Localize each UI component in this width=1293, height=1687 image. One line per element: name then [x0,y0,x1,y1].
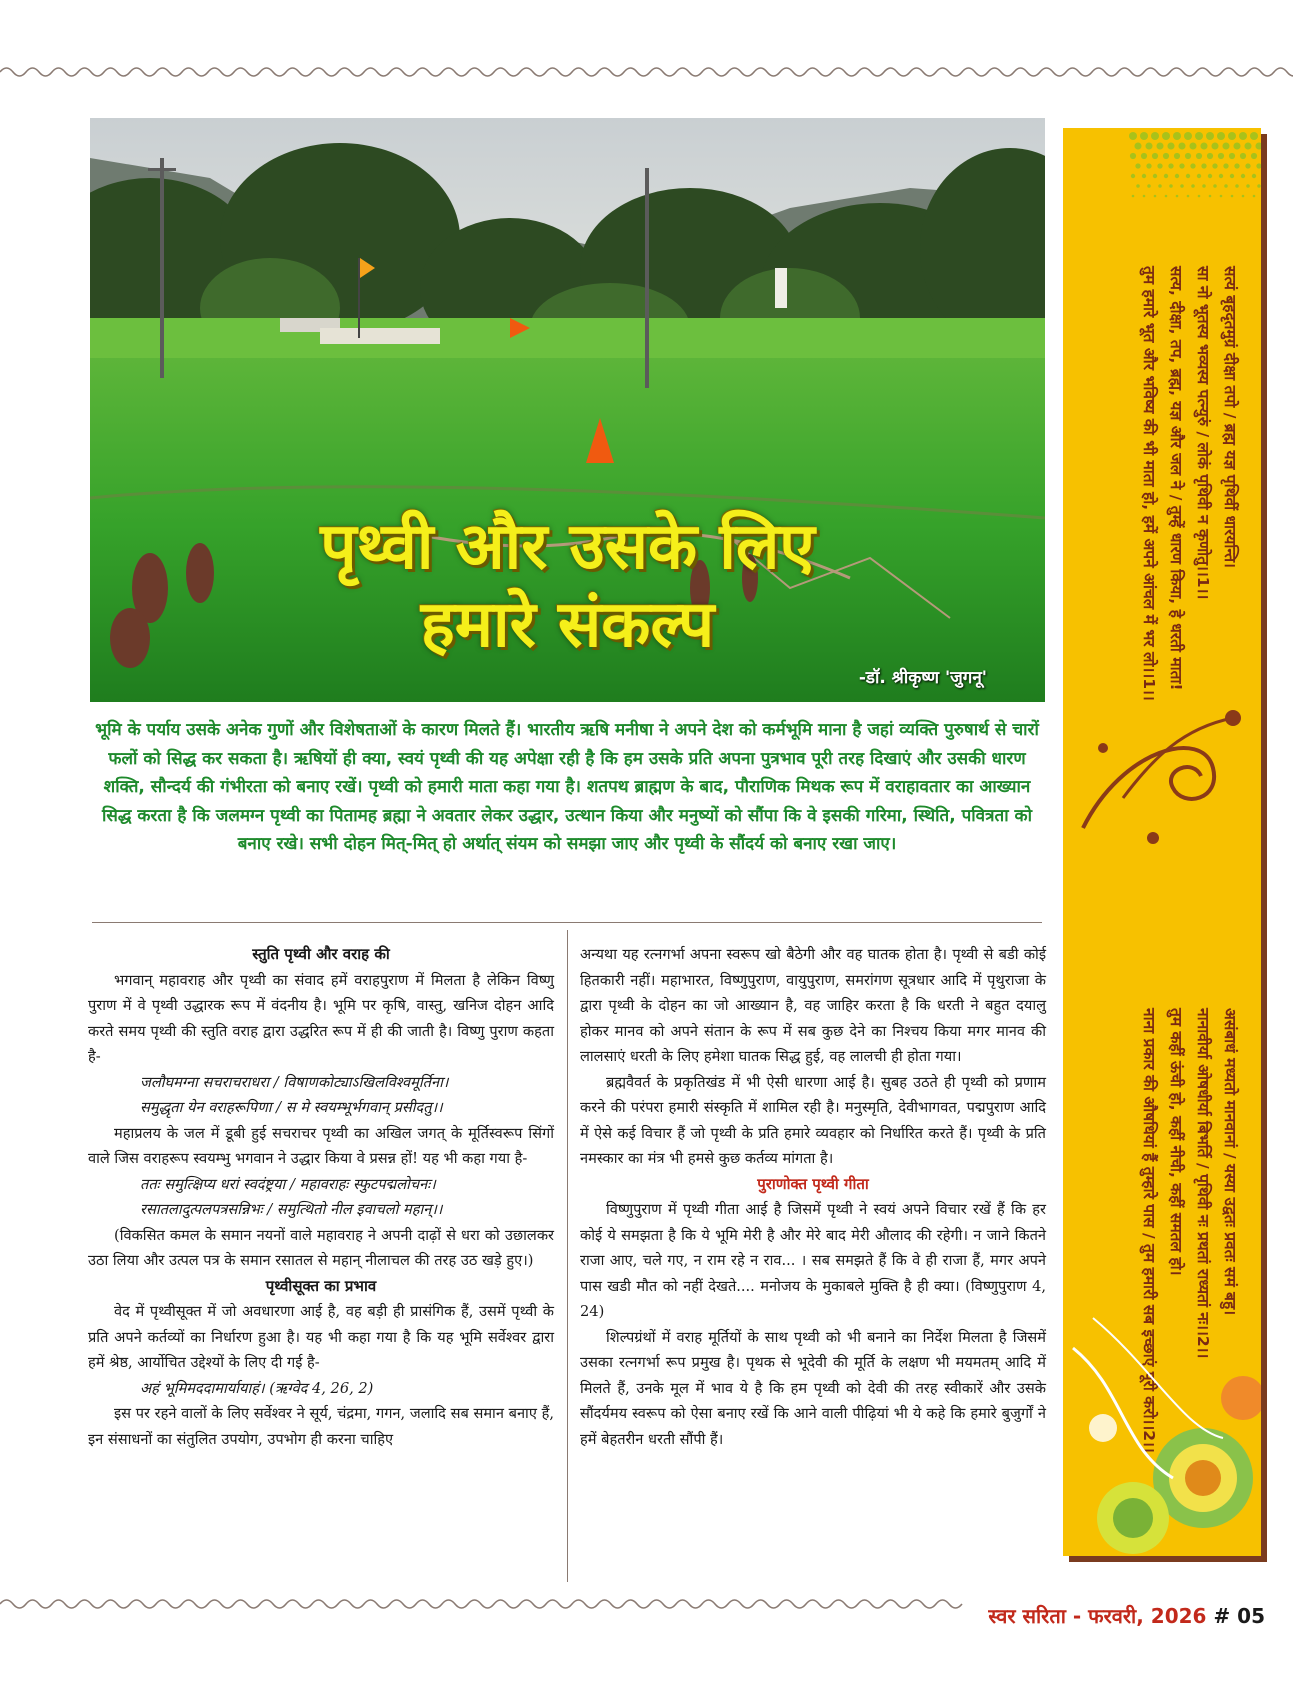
pattern-dot [1157,163,1162,168]
pattern-dot [1245,163,1250,168]
pattern-dot [1211,142,1218,149]
pattern-dot [1235,184,1239,188]
page-footer [988,1602,1265,1629]
pattern-dot [1191,184,1195,188]
side-verse-1 [1135,266,1243,701]
pattern-dot [1250,132,1258,140]
article-title [90,508,1045,664]
side-verse-2-line: तुम कहीं ऊंची हो, कहीं नीची, कहीं समतल हो। [1167,1008,1185,1276]
pattern-dot [1190,163,1195,168]
pattern-dot [1224,184,1228,188]
pattern-dot [1132,195,1135,198]
pattern-dot [1184,132,1192,140]
pattern-dot [1212,163,1217,168]
pattern-dot [1176,195,1179,198]
pattern-dot [1178,142,1185,149]
sanskrit-verse: ततः समुत्क्षिप्य धरां स्वदंष्ट्रया / महावराहः स्फुटपद्मलोचनः। [140,1175,436,1193]
pattern-dot [1213,184,1217,188]
pattern-dot [1201,163,1206,168]
pattern-dot [1129,132,1137,140]
pattern-dot [1206,132,1214,140]
right-column [580,942,1046,1452]
body-paragraph: विष्णुपुराण में पृथ्वी गीता आई है जिसमें पृथ्वी ने स्वयं अपने विचार रखें हैं कि हर कोई ये समझता है कि ये भूमि मेरी है और मेरे बाद मेरी औलाद की रहेगी। न जाने कितने राजा आए, चले गए, न राम रहे न राव... । सब समझते हैं कि वे ही राजा हैं, मगर अपने पास खडी मौत को नहीं देखते.... मनोजय के मुकाबले मुक्ति है ही क्या। (विष्णुपुराण 4, 24) [580,1201,1046,1320]
pattern-dot [1219,174,1223,178]
intro-paragraph: भूमि के पर्याय उसके अनेक गुणों और विशेषताओं के कारण मिलते हैं। भारतीय ऋषि मनीषा ने अपने देश को कर्मभूमि माना है जहां व्यक्ति पुरुषार्थ से चारों फलों को सिद्ध कर सकता है। ऋषियों ही क्या, स्वयं पृथ्वी की यह अपेक्षा रही है कि हम उसके प्रति अपना पुत्रभाव पूरी तरह दिखाएं और उसकी धारण शक्ति, सौन्दर्य की गंभीरता को बनाए रखें। पृथ्वी को हमारी माता कहा गया है। शतपथ ब्राह्मण के बाद, पौराणिक मिथक रूप में वराहावतार का आख्यान सिद्ध करता है कि जलमग्न पृथ्वी का पितामह ब्रह्मा ने अवतार लेकर उद्धार, उत्थान किया और मनुष्यों को सौंपा कि वे इसकी गरिमा, स्थिति, पवित्रता को बनाए रखे। सभी दोहन मित्-मित् हो अर्थात् संयम को समझा जाए और पृथ्वी के सौंदर्य को बनाए रखा जाए। [95,720,1039,854]
pattern-dot [1164,174,1168,178]
pattern-dot [1231,195,1234,198]
sanskrit-verse: अहं भूमिमददामार्यायाहं। (ऋग्वेद 4, 26, 2) [140,1379,374,1397]
pattern-dot [1257,184,1261,188]
side-verse-2-line: नानावीर्या ओषधीर्या बिभर्ति / पृथिवी नः प्रथतां राध्यतां नः।।2।। [1194,1008,1212,1359]
pattern-dot [1140,132,1148,140]
pattern-dot [1134,142,1141,149]
pattern-dot [1207,153,1213,159]
pattern-dot [1151,132,1159,140]
sanskrit-verse: जलौघमग्ना सचराचराधरा / विषाणकोट्याऽखिलविश्वमूर्तिना। [140,1073,449,1091]
pattern-dot [1202,184,1206,188]
pattern-dot [1130,153,1136,159]
pattern-dot [1230,174,1234,178]
body-paragraph: इस पर रहने वालों के लिए सर्वेश्वर ने सूर्य, चंद्रमा, गगन, जलादि सब समान बनाए हैं, इन संसाधनों का संतुलित उपयोग, उपभोग ही करना चाहिए [88,1405,554,1448]
pattern-dot [1153,174,1157,178]
pattern-dot [1256,163,1261,168]
pattern-dot [1217,132,1225,140]
pattern-dot [1228,132,1236,140]
side-verse-1-line: तुम हमारे भूत और भविष्य की भी माता हो, हमें अपने आंचल में भर लो।।1।। [1140,266,1158,701]
pattern-dot [1242,195,1245,198]
pattern-dot [1187,195,1190,198]
pattern-dot [1233,142,1240,149]
body-paragraph: (विकसित कमल के समान नयनों वाले महावराह ने अपनी दाढ़ों से धरा को उछालकर उठा लिया और उत्पल पत्र के समान रसातल से महान् नीलाचल की तरह उठ खड़े हुए।) [88,1226,554,1269]
section-divider [92,922,1042,923]
pattern-dot [1179,163,1184,168]
pattern-dot [1173,132,1181,140]
title-line-2: हमारे संकल्प [420,588,715,662]
pattern-dot [1143,195,1146,198]
pattern-dot [1141,153,1147,159]
pattern-dot [1229,153,1235,159]
body-paragraph: भगवान् महावराह और पृथ्वी का संवाद हमें वराहपुराण में मिलता है लेकिन विष्णु पुराण में वे पृथ्वी उद्धारक रूप में वंदनीय है। भूमि पर कृषि, वास्तु, खनिज दोहन आदि करते समय पृथ्वी की स्तुति वराह द्वारा उद्धरित रूप में ही की जाती है। विष्णु पुराण कहता है- [88,971,554,1065]
pattern-dot [1198,195,1201,198]
pattern-dot [1241,174,1245,178]
pattern-dot [1200,142,1207,149]
pattern-dot [1244,142,1251,149]
left-column [88,942,554,1452]
side-verse-2-line: नाना प्रकार की औषधियां हैं तुम्हारे पास / तुम हमारी सब इच्छाएं पूरी करो।।2।। [1140,1008,1158,1453]
pattern-dot [1154,195,1157,198]
pattern-dot [1165,195,1168,198]
flower-ornament-icon [1063,1308,1261,1556]
pattern-dot [1174,153,1180,159]
magazine-name: स्वर सरिता - फरवरी, 2026 [988,1604,1207,1628]
sanskrit-verse: समुद्धृता येन वराहरूपिणा / स मे स्वयम्भूर्भगवान् प्रसीदतु।। [140,1099,443,1116]
author-byline: -डॉ. श्रीकृष्ण 'जुगनू' [858,668,987,688]
section-heading: पृथ्वीसूक्त का प्रभाव [265,1276,377,1295]
pattern-dot [1169,184,1173,188]
pattern-dot [1135,163,1140,168]
pattern-dot [1186,174,1190,178]
pattern-dot [1167,142,1174,149]
body-paragraph: अन्यथा यह रत्नगर्भा अपना स्वरूप खो बैठेगी और वह घातक होता है। पृथ्वी से बडी कोई हितकारी नहीं। महाभारत, विष्णुपुराण, वायुपुराण, समरांगण सूत्रधार आदि में पृथुराजा के द्वारा पृथ्वी के दोहन का जो आख्यान है, वह जाहिर करता है कि धरती ने बहुत दयालु होकर मानव को अपने संतान के रूप में सब कुछ देने का निश्चय किया मगर मानव की लालसाएं धरती के लिए हमेशा घातक सिद्ध हुई, वह लालची ही होता गया। [580,946,1046,1065]
pattern-dot [1195,132,1203,140]
side-verse-1-line: सत्य, दीक्षा, तप, ब्रह्म, यज्ञ और जल ने / तुम्हें धारण किया, हे धरती माता! [1167,266,1185,691]
pattern-dot [1246,184,1250,188]
pattern-dot [1209,195,1212,198]
pattern-dot [1240,153,1246,159]
pattern-dot [1234,163,1239,168]
pattern-dot [1185,153,1191,159]
pattern-dot [1152,153,1158,159]
pattern-dot [1252,174,1256,178]
pattern-dot [1180,184,1184,188]
body-paragraph: ब्रह्मवैवर्त के प्रकृतिखंड में भी ऐसी धारणा आई है। सुबह उठते ही पृथ्वी को प्रणाम करने की परंपरा हमारी संस्कृति में शामिल रही है। मनुस्मृति, देवीभागवत, पद्मपुराण आदि में ऐसे कई विचार हैं जो पृथ्वी के प्रति हमारे व्यवहार को निर्धारित करते हैं। पृथ्वी के प्रति नमस्कार का मंत्र भी हमसे कुछ कर्तव्य मांगता है। [580,1073,1046,1167]
pattern-dot [1189,142,1196,149]
side-verse-2-line: असंबाधं मध्यतो मानवानां / यस्या उद्वतः प्रवतः समं बहु। [1221,1008,1239,1316]
column-divider [567,930,568,1582]
title-line-1: पृथ्वी और उसके लिए [320,510,815,584]
pattern-dot [1253,195,1256,198]
pattern-dot [1146,163,1151,168]
pattern-dot [1142,174,1146,178]
pattern-dot [1156,142,1163,149]
side-verse-banner [1063,128,1261,1556]
pattern-dot [1168,163,1173,168]
pattern-dot [1136,184,1140,188]
body-paragraph: वेद में पृथ्वीसूक्त में जो अवधारणा आई है, वह बड़ी ही प्रासंगिक हैं, उसमें पृथ्वी के प्रति अपने कर्तव्यों का निर्धारण हुआ है। यह भी कहा गया है कि यह भूमि सर्वेश्वर द्वारा हमें श्रेष्ठ, आर्योचित उद्देश्यों के लिए दी गई है- [88,1303,554,1371]
pattern-dot [1163,153,1169,159]
dot-pattern-decoration [1063,128,1261,248]
pattern-dot [1175,174,1179,178]
body-paragraph: महाप्रलय के जल में डूबी हुई सचराचर पृथ्वी का अखिल जगत् के मूर्तिस्वरूप सिंगों वाले जिस वराहरूप स्वयम्भु भगवान ने उद्धार किया वे प्रसन्न हों! यह भी कहा गया है- [88,1124,554,1167]
top-wave-border [0,62,1293,82]
pattern-dot [1145,142,1152,149]
hero-photo [90,118,1045,702]
pattern-dot [1208,174,1212,178]
pattern-dot [1239,132,1247,140]
pattern-dot [1196,153,1202,159]
body-paragraph: शिल्पग्रंथों में वराह मूर्तियों के साथ पृथ्वी को भी बनाने का निर्देश मिलता है जिसमें उसका रत्नगर्भा रूप प्रमुख है। पृथक से भूदेवी की मूर्ति के लक्षण भी मयमतम् आदि में मिलते हैं, उनके मूल में भाव ये है कि हम पृथ्वी को देवी की तरह स्वीकारें और उसके सौंदर्यमय स्वरूप को ऐसा बनाए रखें कि आने वाली पीढ़ियां भी ये कहे कि हमारे बुजुर्गों ने हमें बेहतरीन धरती सौंपी हैं। [580,1328,1046,1448]
sanskrit-verse: रसातलादुत्पलपत्रसन्निभः / समुत्थितो नील इवाचलो महान्।। [140,1201,443,1218]
page-number: # 05 [1213,1604,1265,1628]
pattern-dot [1162,132,1170,140]
pattern-dot [1220,195,1223,198]
pattern-dot [1251,153,1257,159]
side-verse-1-line: सा नो भूतस्य भव्यस्य पत्न्युरुं / लोकं पृथिवी न कृणोतु।।1।। [1194,266,1212,600]
pattern-dot [1222,142,1229,149]
pattern-dot [1197,174,1201,178]
pattern-dot [1158,184,1162,188]
pattern-dot [1255,142,1261,149]
side-verse-1-line: सत्यं बृहदृतमुग्रं दीक्षा तपो / ब्रह्म यज्ञ पृथिवीं धारयन्ति। [1221,266,1239,568]
section-heading: पुराणोक्त पृथ्वी गीता [757,1174,869,1193]
pattern-dot [1223,163,1228,168]
section-heading: स्तुति पृथ्वी और वराह की [252,945,390,963]
swirl-ornament-icon [1063,688,1261,848]
pattern-dot [1147,184,1151,188]
pattern-dot [1131,174,1135,178]
pattern-dot [1218,153,1224,159]
